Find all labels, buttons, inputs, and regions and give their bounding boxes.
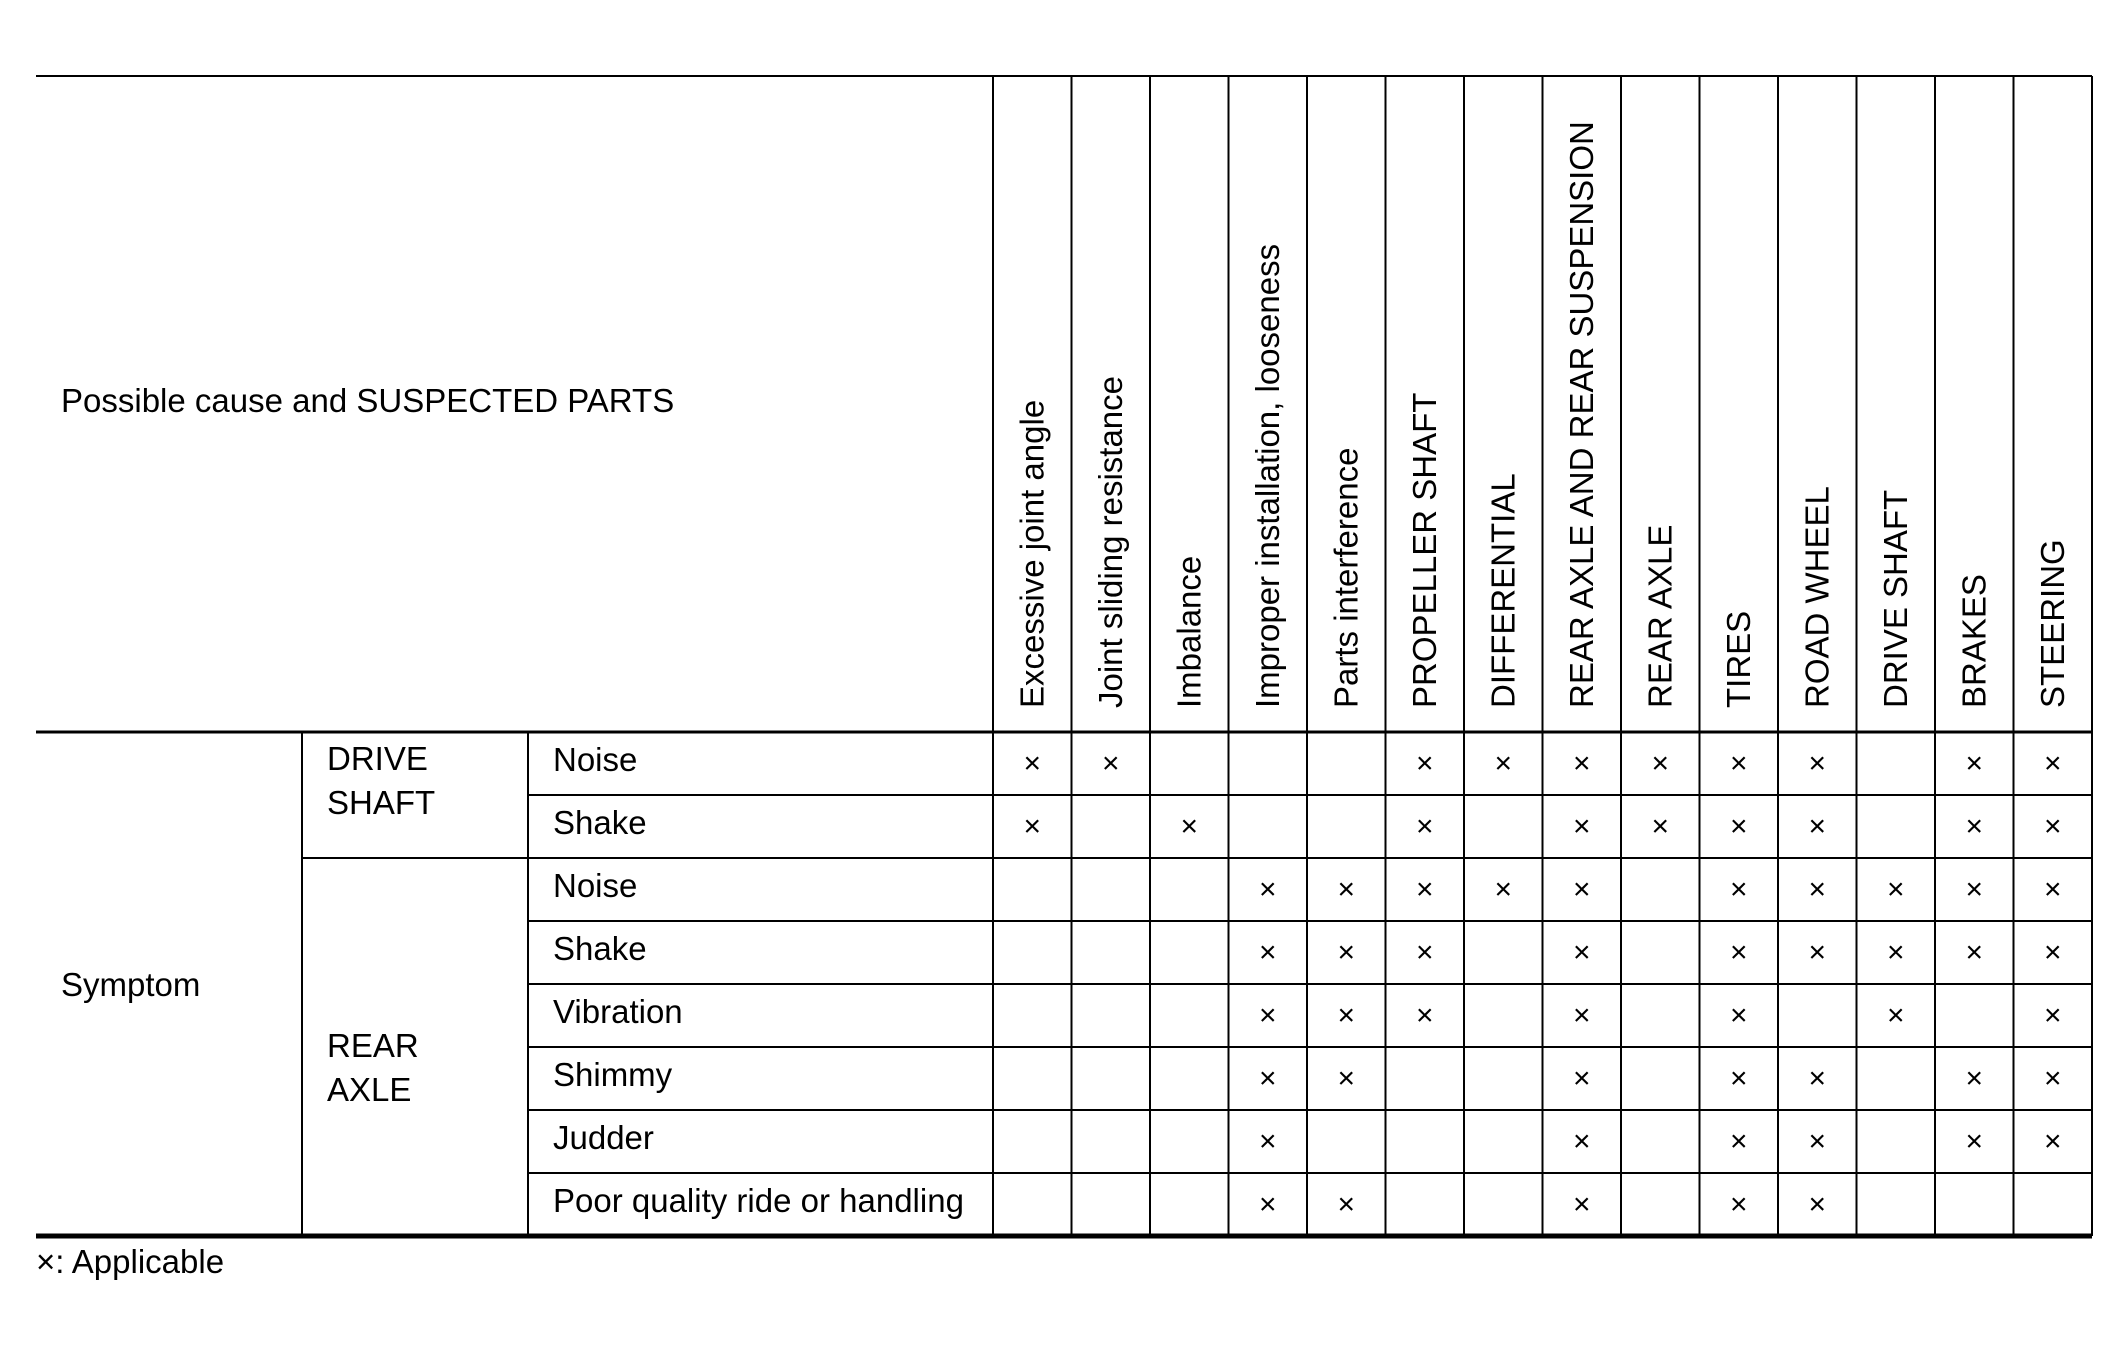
row-label: Noise (553, 867, 638, 904)
group-label: DRIVE (327, 740, 428, 777)
applicable-mark: × (2043, 999, 2062, 1032)
applicable-mark: × (1415, 747, 1434, 780)
applicable-mark: × (1965, 810, 1984, 843)
applicable-mark: × (1572, 1188, 1591, 1221)
applicable-mark: × (1651, 747, 1670, 780)
column-header: TIRES (1719, 610, 1757, 708)
applicable-mark: × (1572, 873, 1591, 906)
applicable-mark: × (1572, 936, 1591, 969)
applicable-mark: × (1965, 747, 1984, 780)
column-header: BRAKES (1955, 574, 1993, 708)
applicable-mark: × (1808, 1125, 1827, 1158)
applicable-mark: × (1808, 936, 1827, 969)
column-header: DIFFERENTIAL (1484, 473, 1522, 708)
applicable-mark: × (1258, 1062, 1277, 1095)
applicable-mark: × (2043, 810, 2062, 843)
applicable-mark: × (1258, 999, 1277, 1032)
applicable-mark: × (1965, 1125, 1984, 1158)
applicable-mark: × (1808, 1062, 1827, 1095)
applicable-mark: × (1258, 1188, 1277, 1221)
applicable-mark: × (1729, 810, 1748, 843)
applicable-mark: × (1729, 999, 1748, 1032)
header-label: Possible cause and SUSPECTED PARTS (61, 382, 675, 419)
applicable-mark: × (1337, 1062, 1356, 1095)
applicable-mark: × (1808, 747, 1827, 780)
applicable-mark: × (1494, 747, 1513, 780)
column-header: STEERING (2033, 539, 2071, 708)
applicable-mark: × (1572, 747, 1591, 780)
applicable-mark: × (1337, 999, 1356, 1032)
applicable-mark: × (1415, 936, 1434, 969)
group-label: REAR (327, 1027, 419, 1064)
applicable-mark: × (2043, 873, 2062, 906)
applicable-mark: × (1886, 936, 1905, 969)
applicable-mark: × (2043, 936, 2062, 969)
applicable-mark: × (2043, 747, 2062, 780)
column-header: PROPELLER SHAFT (1405, 392, 1443, 708)
footnote-legend: ×: Applicable (36, 1243, 225, 1280)
symptom-label: Symptom (61, 966, 201, 1003)
applicable-mark: × (1886, 999, 1905, 1032)
applicable-mark: × (1337, 873, 1356, 906)
applicable-mark: × (1101, 747, 1120, 780)
applicable-mark: × (1729, 873, 1748, 906)
applicable-mark: × (1729, 747, 1748, 780)
column-header: Joint sliding resistance (1091, 376, 1129, 708)
group-label: SHAFT (327, 784, 436, 821)
group-label: AXLE (327, 1071, 412, 1108)
applicable-mark: × (1808, 1188, 1827, 1221)
applicable-mark: × (1258, 1125, 1277, 1158)
applicable-mark: × (1965, 936, 1984, 969)
row-label: Poor quality ride or handling (553, 1182, 964, 1219)
applicable-mark: × (1965, 1062, 1984, 1095)
applicable-mark: × (1415, 999, 1434, 1032)
column-header: REAR AXLE (1641, 524, 1679, 708)
applicable-mark: × (1180, 810, 1199, 843)
applicable-mark: × (1572, 1062, 1591, 1095)
column-header: Imbalance (1170, 555, 1208, 708)
column-header: Parts interference (1327, 447, 1365, 708)
column-header: ROAD WHEEL (1798, 486, 1836, 708)
column-header: Improper installation, looseness (1248, 243, 1286, 708)
column-header: REAR AXLE AND REAR SUSPENSION (1562, 121, 1600, 708)
applicable-mark: × (1729, 1062, 1748, 1095)
row-label: Vibration (553, 993, 683, 1030)
applicable-mark: × (1729, 1125, 1748, 1158)
applicable-mark: × (1572, 810, 1591, 843)
applicable-mark: × (1337, 936, 1356, 969)
applicable-mark: × (1023, 810, 1042, 843)
row-label: Noise (553, 741, 638, 778)
applicable-mark: × (1494, 873, 1513, 906)
row-label: Shake (553, 930, 647, 967)
applicable-mark: × (2043, 1125, 2062, 1158)
applicable-mark: × (1729, 936, 1748, 969)
row-label: Shake (553, 804, 647, 841)
applicable-mark: × (1572, 1125, 1591, 1158)
column-header: Excessive joint angle (1013, 399, 1051, 708)
applicable-mark: × (1808, 873, 1827, 906)
applicable-mark: × (1258, 873, 1277, 906)
applicable-mark: × (2043, 1062, 2062, 1095)
applicable-mark: × (1415, 873, 1434, 906)
applicable-mark: × (1965, 873, 1984, 906)
applicable-mark: × (1886, 873, 1905, 906)
applicable-mark: × (1258, 936, 1277, 969)
column-header: DRIVE SHAFT (1876, 489, 1914, 708)
applicable-mark: × (1729, 1188, 1748, 1221)
applicable-mark: × (1808, 810, 1827, 843)
applicable-mark: × (1415, 810, 1434, 843)
row-label: Judder (553, 1119, 654, 1156)
applicable-mark: × (1337, 1188, 1356, 1221)
applicable-mark: × (1651, 810, 1670, 843)
applicable-mark: × (1023, 747, 1042, 780)
row-label: Shimmy (553, 1056, 673, 1093)
applicable-mark: × (1572, 999, 1591, 1032)
